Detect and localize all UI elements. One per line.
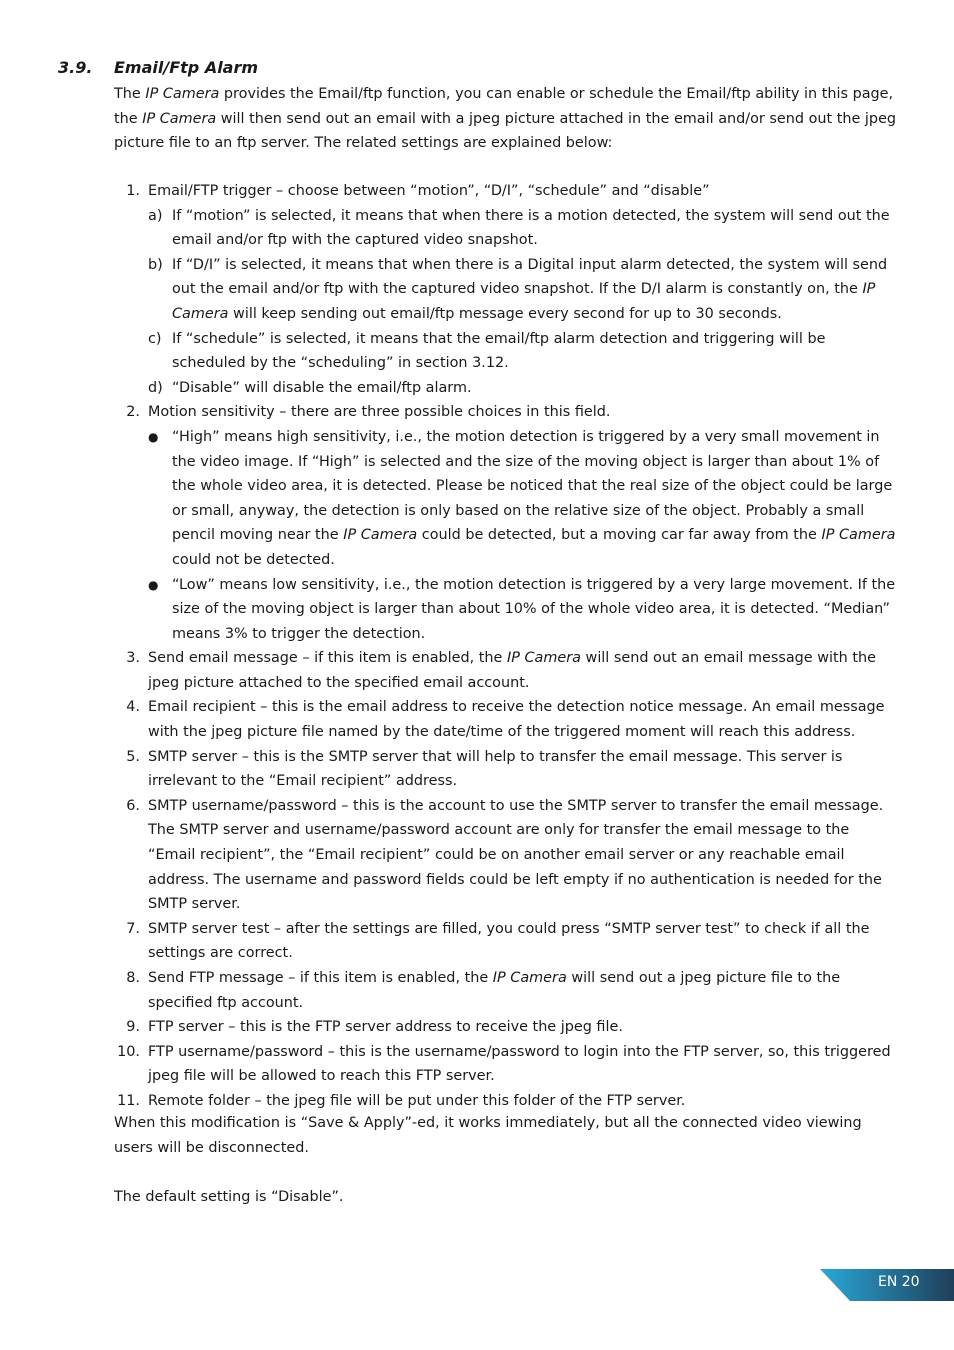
settings-list: [114, 179, 898, 1114]
list-item: [114, 1015, 898, 1040]
product-name-italic: IP Camera: [343, 527, 418, 544]
bullet-item: [148, 573, 898, 647]
bullet-icon: ●: [148, 577, 159, 592]
text-run: If “schedule” is selected, it means that the email/ftp alarm detection and triggering will be scheduled by the “scheduling” in section 3.12.: [172, 330, 826, 372]
text-run: SMTP server test – after the settings are filled, you could press “SMTP server test” to check if all the settings are correct.: [148, 920, 870, 962]
list-item-number: 7.: [126, 920, 140, 937]
sub-item-text: [172, 253, 898, 327]
list-item: [114, 400, 898, 646]
list-item-number: 1.: [126, 183, 140, 199]
sub-item: [148, 253, 898, 327]
list-item-number: 10.: [117, 1043, 140, 1060]
intro-paragraph: [114, 82, 898, 156]
list-item-text: [148, 917, 898, 966]
text-run: Motion sensitivity – there are three possible choices in this field.: [148, 404, 611, 421]
product-name-italic: IP Camera: [492, 970, 567, 986]
list-item: [114, 917, 898, 966]
product-name-italic: IP Camera: [145, 86, 220, 102]
list-item: [114, 1089, 898, 1114]
sub-item-letter: a): [148, 207, 163, 224]
product-name-italic: IP Camera: [172, 281, 876, 322]
list-item: [114, 1040, 898, 1089]
text-run: If “motion” is selected, it means that when there is a motion detected, the system will send out the email and/or ftp with the captured video snapshot.: [172, 207, 890, 249]
text-run: FTP username/password – this is the username/password to login into the FTP server, so, this triggered jpeg file will be allowed to reach this FTP server.: [148, 1043, 891, 1085]
list-item-text: [148, 179, 898, 204]
list-item: [114, 966, 898, 1015]
product-name-italic: IP Camera: [506, 650, 581, 667]
text-run: provides the Email/ftp function, you can enable or schedule the Email/ftp ability in this page, the: [114, 86, 894, 127]
sub-item-text: [172, 204, 898, 253]
sub-item: [148, 327, 898, 376]
bullet-icon: ●: [148, 429, 159, 444]
list-item-number: 4.: [126, 699, 140, 716]
save-apply-note: When this modification is “Save & Apply”-ed, it works immediately, but all the connected video viewing users will be disconnected.: [114, 1115, 862, 1156]
list-item-number: 8.: [126, 970, 140, 986]
sub-item: [148, 204, 898, 253]
default-setting-note: The default setting is “Disable”.: [114, 1189, 344, 1205]
text-run: SMTP server – this is the SMTP server that will help to transfer the email message. This server is irrelevant to the “Email recipient” address.: [148, 748, 843, 790]
list-item-text: [148, 1015, 898, 1040]
list-item-number: 11.: [117, 1092, 140, 1109]
text-run: SMTP username/password – this is the account to use the SMTP server to transfer the email message. The SMTP server and username/password account are only for transfer the email message to the “Email recipient”, the “Email recipient” could be on another email server or any reachable email address. The username and password fields could be left empty if no authentication is needed for the SMTP server.: [148, 797, 884, 913]
text-run: “Low” means low sensitivity, i.e., the motion detection is triggered by a very large movement. If the size of the moving object is larger than about 10% of the whole video area, it is detected. “Median” means 3% to trigger the detection.: [172, 576, 896, 642]
list-item-number: 2.: [126, 404, 140, 421]
product-name-italic: IP Camera: [821, 527, 896, 544]
sub-item-text: [172, 376, 898, 401]
list-item-text: [148, 966, 898, 1015]
section-number: 3.9.: [58, 58, 93, 77]
sub-item-text: [172, 327, 898, 376]
text-run: Send FTP message – if this item is enabled, the: [148, 970, 493, 986]
text-run: could be detected, but a moving car far away from the: [417, 527, 822, 544]
product-name-italic: IP Camera: [142, 110, 217, 127]
text-run: will then send out an email with a jpeg picture attached in the email and/or send out the jpeg picture file to an ftp server. The related settings are explained below:: [114, 110, 897, 152]
sub-item-text: [172, 573, 898, 647]
list-item: [114, 794, 898, 917]
text-run: will keep sending out email/ftp message every second for up to 30 seconds.: [228, 305, 782, 322]
text-run: “Disable” will disable the email/ftp alarm.: [172, 379, 472, 396]
text-run: “High” means high sensitivity, i.e., the motion detection is triggered by a very small movement in the video image. If “High” is selected and the size of the moving object is larger than about 1% of the whole video area, it is detected. Please be noticed that the real size of the object could be large or small, anyway, the detection is only based on the relative size of the object. Probably a small pencil moving near the: [172, 428, 893, 544]
list-item-number: 6.: [126, 797, 140, 814]
text-run: Remote folder – the jpeg file will be put under this folder of the FTP server.: [148, 1092, 686, 1109]
list-item-text: [148, 646, 898, 695]
list-item-text: [148, 1089, 898, 1114]
text-run: If “D/I” is selected, it means that when there is a Digital input alarm detected, the system will send out the email and/or ftp with the captured video snapshot. If the D/I alarm is constantly on, the: [172, 256, 888, 298]
list-item-number: 9.: [126, 1019, 140, 1036]
list-item-text: [148, 794, 898, 917]
list-item-number: 5.: [126, 748, 140, 765]
list-item: [114, 745, 898, 794]
text-run: The: [114, 86, 146, 102]
sub-item-text: [172, 425, 898, 573]
list-item-text: [148, 1040, 898, 1089]
text-run: will send out a jpeg picture file to the specified ftp account.: [148, 970, 841, 1011]
list-item: [114, 646, 898, 695]
text-run: will send out an email message with the jpeg picture attached to the specified email account.: [148, 650, 876, 691]
sub-item-letter: c): [148, 330, 162, 347]
text-run: could not be detected.: [172, 551, 335, 568]
page-number: EN 20: [878, 1274, 920, 1290]
list-item: [114, 695, 898, 744]
text-run: Email recipient – this is the email address to receive the detection notice message. An email message with the jpeg picture file named by the date/time of the triggered moment will reach this address.: [148, 699, 885, 741]
section-title: Email/Ftp Alarm: [114, 58, 259, 77]
section-heading: [58, 56, 258, 80]
text-run: Send email message – if this item is enabled, the: [148, 650, 507, 667]
sub-item-letter: d): [148, 379, 163, 396]
list-item-text: [148, 400, 898, 425]
list-item: [114, 179, 898, 400]
list-item-text: [148, 695, 898, 744]
bullet-item: [148, 425, 898, 573]
list-item-number: 3.: [126, 650, 140, 667]
text-run: FTP server – this is the FTP server address to receive the jpeg file.: [148, 1019, 623, 1036]
sub-item: [148, 376, 898, 401]
list-item-text: [148, 745, 898, 794]
sub-item-letter: b): [148, 256, 163, 273]
text-run: Email/FTP trigger – choose between “motion”, “D/I”, “schedule” and “disable”: [148, 183, 710, 199]
